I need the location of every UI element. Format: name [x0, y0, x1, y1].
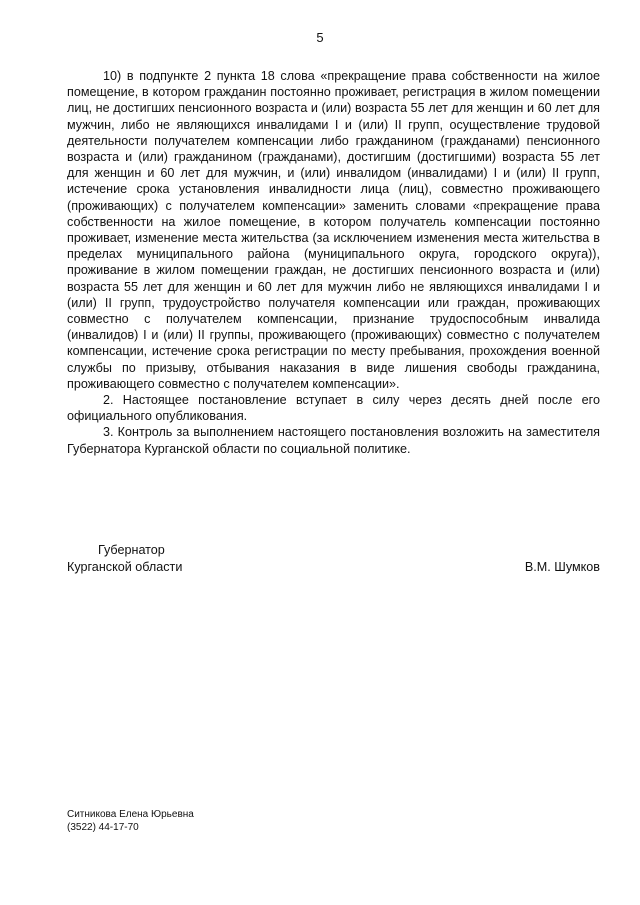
paragraph-amendment-10: 10) в подпункте 2 пункта 18 слова «прекращение права собственности на жилое помещение, в котором гражданин постоянно проживает, регистрация в жилом помещении лиц, не достигших пенсионного возраста и (или) возраста 55 лет для женщин и 60 лет для мужчин, либо не являющихся инвалидами I и (или) II групп, осуществление трудовой деятельности получателем компенсации либо гражданином (гражданами) пенсионного возраста и (или) гражданином (гражданами), достигшим (достигшими) возраста 55 лет для женщин и 60 лет для мужчин, и (или) инвалидом (инвалидами) I и (или) II групп, истечение срока установления инвалидности лица (лиц), совместно проживающего (проживающих) с получателем компенсации» заменить словами «прекращение права собственности на жилое помещение, в котором получатель компенсации постоянно проживает, изменение места жительства (за исключением изменения места жительства в пределах муниципального района (муниципального округа, городского округа)), проживание в жилом помещении граждан, не достигших пенсионного возраста и (или) возраста 55 лет для женщин и 60 лет для мужчин либо не являющихся инвалидами I и (или) II групп, трудоустройство получателя компенсации или граждан, проживающих совместно с получателем компенсации, признание трудоспособным инвалида (инвалидов) I и (или) II группы, проживающего (проживающих) совместно с получателем компенсации, истечение срока регистрации по месту пребывания, прохождения военной службы по призыву, отбывания наказания в виде лишения свободы гражданина, проживающего совместно с получателем компенсации». [67, 69, 600, 391]
signatory-title-line1: Губернатор [98, 543, 165, 557]
paragraph-control: 3. Контроль за выполнением настоящего постановления возложить на заместителя Губернатора Курганской области по социальной политике. [67, 425, 600, 456]
signatory-name: В.М. Шумков [524, 560, 600, 574]
executor-name: Ситникова Елена Юрьевна [67, 809, 194, 820]
document-body [67, 68, 600, 457]
executor-block [67, 808, 194, 834]
signatory-title-line2: Курганской области [67, 560, 183, 574]
page-number: 5 [316, 30, 324, 45]
paragraph-effective-date: 2. Настоящее постановление вступает в силу через десять дней после его официального опубликования. [67, 393, 600, 424]
signatory-title [67, 542, 182, 576]
executor-phone: (3522) 44-17-70 [67, 822, 139, 833]
